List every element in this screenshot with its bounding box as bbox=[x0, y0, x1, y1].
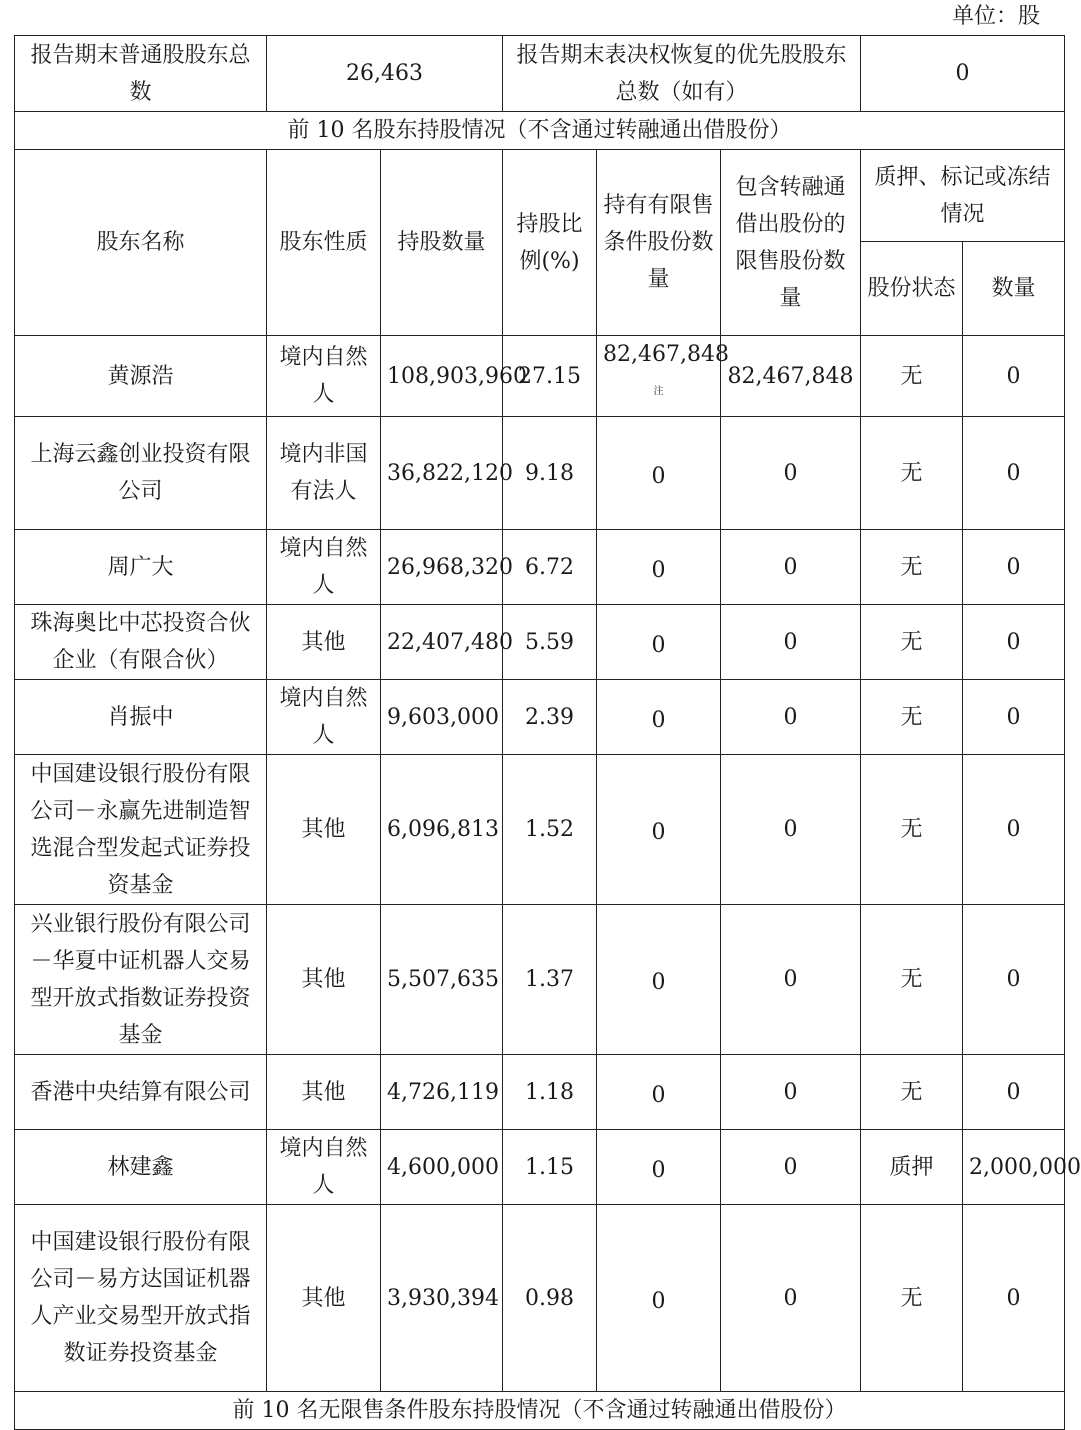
shareholder-table bbox=[14, 35, 1081, 1430]
section-title-2: 前 10 名无限售条件股东持股情况（不含通过转融通出借股份） bbox=[15, 1392, 1065, 1430]
cell-nature bbox=[267, 417, 381, 530]
header-restricted: 持有有限售条件股份数量 bbox=[597, 150, 721, 336]
cell-ratio bbox=[503, 417, 597, 530]
cell-nature bbox=[267, 530, 381, 605]
header-shares: 持股数量 bbox=[381, 150, 503, 336]
cell-lent-text: 82,467,848 bbox=[727, 363, 854, 389]
cell-nature-text: 境内自然人 bbox=[279, 536, 368, 598]
header-pledge: 质押、标记或冻结情况 bbox=[861, 150, 1065, 242]
cell-restricted-text: 0 bbox=[651, 557, 666, 583]
table-row bbox=[15, 1205, 1065, 1392]
cell-restricted-text: 0 bbox=[651, 820, 666, 845]
header-pledge-qty: 数量 bbox=[963, 242, 1065, 336]
cell-ratio-text: 1.18 bbox=[525, 1079, 574, 1105]
cell-status bbox=[861, 755, 963, 905]
cell-name-text: 上海云鑫创业投资有限公司 bbox=[30, 442, 251, 504]
table-row bbox=[15, 1130, 1065, 1205]
cell-lent-text: 0 bbox=[783, 460, 798, 486]
cell-restricted bbox=[597, 755, 721, 905]
cell-qty-text: 0 bbox=[1006, 554, 1021, 580]
cell-ratio bbox=[503, 1205, 597, 1392]
cell-name bbox=[15, 1055, 267, 1130]
cell-restricted bbox=[597, 530, 721, 605]
cell-shares bbox=[381, 1130, 503, 1205]
cell-nature bbox=[267, 755, 381, 905]
cell-lent-text: 0 bbox=[783, 1154, 798, 1180]
cell-status-text: 无 bbox=[900, 704, 923, 730]
cell-name-text: 中国建设银行股份有限公司－永赢先进制造智选混合型发起式证券投资基金 bbox=[30, 761, 251, 898]
unit-label: 单位：股 bbox=[951, 4, 1040, 29]
cell-status-text: 无 bbox=[900, 817, 923, 842]
cell-lent-text: 0 bbox=[783, 1079, 798, 1105]
cell-lent bbox=[721, 1205, 861, 1392]
common-holders-label: 报告期末普通股股东总数 bbox=[15, 36, 267, 112]
preferred-holders-label: 报告期末表决权恢复的优先股股东总数（如有） bbox=[503, 36, 861, 112]
cell-ratio bbox=[503, 905, 597, 1055]
cell-restricted-text: 0 bbox=[651, 970, 666, 995]
cell-lent bbox=[721, 1130, 861, 1205]
cell-nature-text: 其他 bbox=[301, 1079, 346, 1105]
cell-restricted bbox=[597, 417, 721, 530]
cell-name-text: 林建鑫 bbox=[107, 1154, 174, 1180]
cell-shares-text: 4,600,000 bbox=[387, 1154, 499, 1180]
cell-lent-text: 0 bbox=[783, 817, 798, 842]
cell-qty-text: 0 bbox=[1006, 967, 1021, 992]
cell-ratio bbox=[503, 1055, 597, 1130]
cell-shares-text: 9,603,000 bbox=[387, 704, 499, 730]
cell-ratio-text: 1.15 bbox=[525, 1154, 574, 1180]
cell-ratio-text: 2.39 bbox=[525, 704, 574, 730]
cell-shares-text: 6,096,813 bbox=[387, 817, 499, 842]
cell-ratio bbox=[503, 680, 597, 755]
cell-lent bbox=[721, 336, 861, 417]
cell-qty-text: 0 bbox=[1006, 704, 1021, 730]
cell-lent-text: 0 bbox=[783, 1285, 798, 1311]
cell-qty-text: 0 bbox=[1006, 1079, 1021, 1105]
cell-lent-text: 0 bbox=[783, 704, 798, 730]
cell-qty bbox=[963, 530, 1065, 605]
cell-ratio-text: 0.98 bbox=[525, 1285, 574, 1311]
cell-qty bbox=[963, 1130, 1081, 1205]
cell-shares bbox=[381, 755, 503, 905]
common-holders-value: 26,463 bbox=[267, 36, 503, 112]
cell-shares bbox=[381, 417, 513, 530]
cell-qty-text: 0 bbox=[1006, 460, 1021, 486]
cell-shares-text: 3,930,394 bbox=[387, 1285, 499, 1311]
cell-status-text: 无 bbox=[900, 1079, 923, 1105]
cell-status bbox=[861, 680, 963, 755]
cell-name-text: 周广大 bbox=[107, 554, 174, 580]
cell-shares bbox=[381, 1055, 503, 1130]
cell-qty bbox=[963, 680, 1065, 755]
cell-ratio-text: 1.37 bbox=[525, 967, 574, 992]
cell-lent bbox=[721, 680, 861, 755]
cell-shares-text: 108,903,960 bbox=[387, 363, 527, 389]
cell-shares-text: 22,407,480 bbox=[387, 629, 513, 655]
cell-ratio-text: 27.15 bbox=[518, 363, 581, 389]
cell-nature-text: 境内自然人 bbox=[279, 686, 368, 748]
cell-qty bbox=[963, 605, 1065, 680]
cell-nature-text: 境内自然人 bbox=[279, 345, 368, 407]
cell-shares bbox=[381, 530, 513, 605]
cell-status bbox=[861, 905, 963, 1055]
cell-qty bbox=[963, 1055, 1065, 1130]
cell-status-text: 质押 bbox=[889, 1154, 934, 1180]
cell-shares bbox=[381, 336, 527, 417]
cell-name bbox=[15, 905, 267, 1055]
preferred-holders-value: 0 bbox=[861, 36, 1065, 112]
cell-nature bbox=[267, 1130, 381, 1205]
header-name: 股东名称 bbox=[15, 150, 267, 336]
cell-name-text: 兴业银行股份有限公司－华夏中证机器人交易型开放式指数证券投资基金 bbox=[30, 911, 251, 1048]
footnote-mark: 注 bbox=[653, 386, 664, 397]
section-title-row-2 bbox=[15, 1392, 1065, 1430]
cell-lent bbox=[721, 1055, 861, 1130]
cell-status-text: 无 bbox=[900, 363, 923, 389]
cell-status-text: 无 bbox=[900, 1285, 923, 1311]
table-row bbox=[15, 680, 1065, 755]
cell-ratio-text: 9.18 bbox=[525, 460, 574, 486]
cell-nature-text: 其他 bbox=[301, 967, 346, 992]
cell-lent bbox=[721, 755, 861, 905]
cell-qty bbox=[963, 1205, 1065, 1392]
cell-restricted bbox=[597, 1055, 721, 1130]
cell-shares bbox=[381, 905, 503, 1055]
cell-name bbox=[15, 1130, 267, 1205]
cell-restricted-text: 0 bbox=[651, 707, 666, 733]
cell-restricted bbox=[597, 1205, 721, 1392]
cell-ratio bbox=[503, 1130, 597, 1205]
cell-name bbox=[15, 680, 267, 755]
cell-shares-text: 36,822,120 bbox=[387, 460, 513, 486]
cell-name bbox=[15, 1205, 267, 1392]
cell-name-text: 珠海奥比中芯投资合伙企业（有限合伙） bbox=[30, 611, 251, 673]
cell-status-text: 无 bbox=[900, 629, 923, 655]
cell-restricted-text: 0 bbox=[651, 632, 666, 658]
cell-status bbox=[861, 417, 963, 530]
cell-name-text: 香港中央结算有限公司 bbox=[30, 1079, 251, 1105]
cell-status bbox=[861, 530, 963, 605]
header-lent: 包含转融通借出股份的限售股份数量 bbox=[721, 150, 861, 336]
cell-status-text: 无 bbox=[900, 967, 923, 992]
header-nature: 股东性质 bbox=[267, 150, 381, 336]
cell-nature-text: 境内非国有法人 bbox=[279, 442, 368, 504]
table-row bbox=[15, 336, 1065, 417]
cell-name-text: 黄源浩 bbox=[107, 363, 174, 389]
cell-shares bbox=[381, 680, 503, 755]
header-row bbox=[15, 150, 1065, 242]
cell-status bbox=[861, 1130, 963, 1205]
header-pledge-status: 股份状态 bbox=[861, 242, 963, 336]
cell-nature-text: 其他 bbox=[301, 1285, 346, 1311]
cell-shares-text: 26,968,320 bbox=[387, 554, 513, 580]
cell-restricted-text: 0 bbox=[651, 1157, 666, 1183]
cell-nature bbox=[267, 336, 381, 417]
section-title: 前 10 名股东持股情况（不含通过转融通出借股份） bbox=[15, 112, 1065, 150]
table-row bbox=[15, 605, 1065, 680]
cell-name bbox=[15, 417, 267, 530]
summary-row bbox=[15, 36, 1065, 112]
cell-status bbox=[861, 336, 963, 417]
cell-lent bbox=[721, 605, 861, 680]
table-row bbox=[15, 530, 1065, 605]
cell-ratio bbox=[503, 605, 597, 680]
cell-qty-text: 0 bbox=[1006, 629, 1021, 655]
cell-qty-text: 2,000,000 bbox=[969, 1154, 1081, 1180]
cell-restricted-text: 82,467,848 bbox=[603, 342, 729, 367]
table-row bbox=[15, 417, 1065, 530]
cell-qty bbox=[963, 905, 1065, 1055]
cell-restricted-text: 0 bbox=[651, 1082, 666, 1108]
cell-shares-text: 5,507,635 bbox=[387, 967, 499, 992]
cell-name bbox=[15, 755, 267, 905]
cell-restricted bbox=[597, 336, 729, 417]
section-title-row bbox=[15, 112, 1065, 150]
cell-name bbox=[15, 605, 267, 680]
cell-restricted bbox=[597, 1130, 721, 1205]
header-ratio: 持股比例(%) bbox=[503, 150, 597, 336]
cell-name-text: 中国建设银行股份有限公司－易方达国证机器人产业交易型开放式指数证券投资基金 bbox=[30, 1230, 251, 1366]
cell-ratio bbox=[503, 530, 597, 605]
cell-lent bbox=[721, 530, 861, 605]
cell-status bbox=[861, 605, 963, 680]
cell-qty-text: 0 bbox=[1006, 1285, 1021, 1311]
cell-lent-text: 0 bbox=[783, 629, 798, 655]
cell-nature bbox=[267, 605, 381, 680]
table-row bbox=[15, 905, 1065, 1055]
cell-nature bbox=[267, 1055, 381, 1130]
cell-restricted bbox=[597, 680, 721, 755]
cell-nature bbox=[267, 905, 381, 1055]
cell-shares bbox=[381, 605, 513, 680]
table-row bbox=[15, 1055, 1065, 1130]
cell-nature-text: 其他 bbox=[301, 629, 346, 655]
cell-lent bbox=[721, 905, 861, 1055]
cell-qty-text: 0 bbox=[1006, 363, 1021, 389]
cell-nature bbox=[267, 680, 381, 755]
cell-restricted bbox=[597, 905, 721, 1055]
cell-restricted-text: 0 bbox=[651, 463, 666, 489]
cell-status bbox=[861, 1055, 963, 1130]
cell-name-text: 肖振中 bbox=[107, 704, 174, 730]
cell-status bbox=[861, 1205, 963, 1392]
cell-nature-text: 其他 bbox=[301, 817, 346, 842]
cell-lent-text: 0 bbox=[783, 967, 798, 992]
cell-restricted-text: 0 bbox=[651, 1288, 666, 1314]
cell-shares-text: 4,726,119 bbox=[387, 1079, 499, 1105]
cell-name bbox=[15, 336, 267, 417]
cell-qty bbox=[963, 755, 1065, 905]
cell-status-text: 无 bbox=[900, 460, 923, 486]
cell-ratio-text: 5.59 bbox=[525, 629, 574, 655]
cell-lent bbox=[721, 417, 861, 530]
cell-shares bbox=[381, 1205, 503, 1392]
table-row bbox=[15, 755, 1065, 905]
cell-qty bbox=[963, 417, 1065, 530]
cell-ratio bbox=[503, 755, 597, 905]
cell-name bbox=[15, 530, 267, 605]
cell-nature bbox=[267, 1205, 381, 1392]
cell-lent-text: 0 bbox=[783, 554, 798, 580]
cell-status-text: 无 bbox=[900, 554, 923, 580]
cell-qty-text: 0 bbox=[1006, 817, 1021, 842]
cell-ratio-text: 6.72 bbox=[525, 554, 574, 580]
cell-restricted bbox=[597, 605, 721, 680]
cell-qty bbox=[963, 336, 1065, 417]
cell-nature-text: 境内自然人 bbox=[279, 1136, 368, 1198]
cell-ratio-text: 1.52 bbox=[525, 817, 574, 842]
